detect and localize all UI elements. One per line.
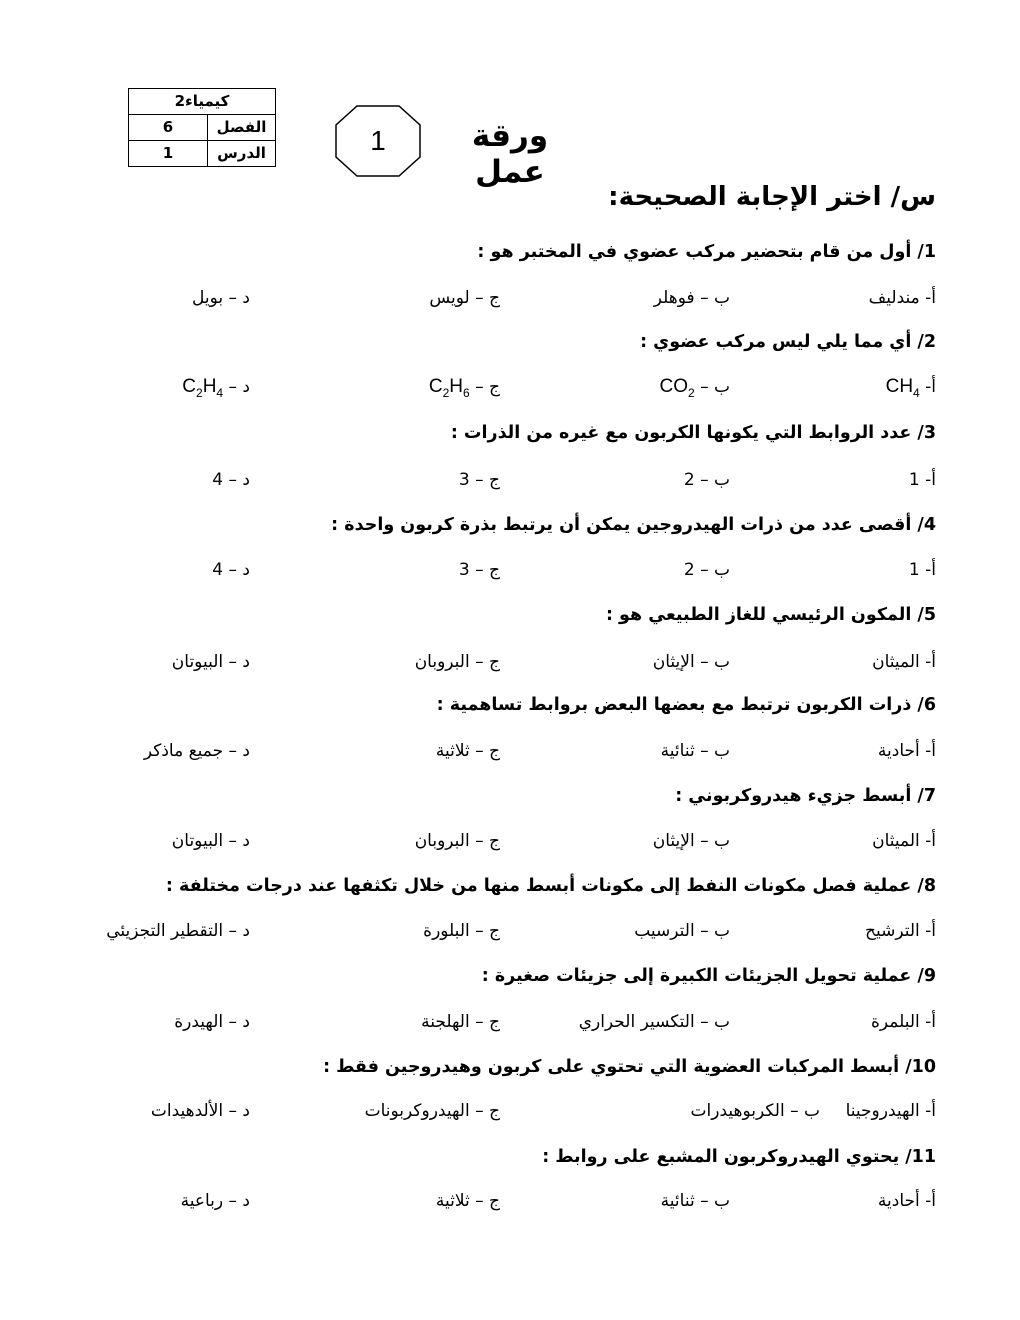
q8-option-a: أ‌- الترشيح	[864, 921, 936, 941]
q1-option-b: ب – فوهلر	[653, 288, 730, 308]
question-7: 7/ أبسط جزيء هيدروكربوني :	[675, 786, 936, 806]
chemical-formula: $CO_2$	[659, 376, 695, 400]
q1-option-d: د – بويل	[192, 288, 250, 308]
chapter-value: 6	[129, 115, 208, 141]
q7-option-b: ب – الإيثان	[652, 831, 730, 851]
q9-option-a: أ‌- البلمرة	[870, 1012, 936, 1032]
q3-option-a: أ‌- 1	[908, 470, 936, 490]
q4-option-a: أ‌- 1	[908, 560, 936, 580]
q4-option-c: ج – 3	[458, 560, 500, 580]
q4-option-b: ب – 2	[683, 560, 730, 580]
q11-option-a: أ‌- أحادية	[877, 1191, 936, 1211]
lesson-label: الدرس	[208, 141, 276, 167]
q6-option-a: أ‌- أحادية	[877, 741, 936, 761]
lesson-value: 1	[129, 141, 208, 167]
q6-option-b: ب – ثنائية	[660, 741, 730, 761]
worksheet-number-badge	[335, 105, 421, 177]
subject-cell: 2كيمياء	[129, 89, 276, 115]
q9-option-c: ج – الهلجنة	[421, 1012, 500, 1032]
q7-option-c: ج – البروبان	[414, 831, 500, 851]
question-9: 9/ عملية تحويل الجزيئات الكبيرة إلى جزيئات صغيرة :	[481, 966, 936, 986]
chemical-formula: $C_2H_6$	[428, 376, 470, 400]
q10-option-c: ج – الهيدروكربونات	[364, 1101, 500, 1121]
q10-option-b: ب – الكربوهيدرات	[690, 1101, 820, 1121]
question-4: 4/ أقصى عدد من ذرات الهيدروجين يمكن أن يرتبط بذرة كربون واحدة :	[331, 515, 936, 535]
chemical-formula: $C_2H_4$	[182, 376, 224, 400]
q5-option-d: د – البيوتان	[171, 652, 250, 672]
q5-option-c: ج – البروبان	[414, 652, 500, 672]
worksheet-number: 1	[370, 125, 386, 156]
q3-option-d: د – 4	[212, 470, 250, 490]
q5-option-a: أ‌- الميثان	[872, 652, 936, 672]
q5-option-b: ب – الإيثان	[652, 652, 730, 672]
chapter-label: الفصل	[208, 115, 276, 141]
q8-option-c: ج – البلورة	[423, 921, 500, 941]
q7-option-a: أ‌- الميثان	[872, 831, 936, 851]
q11-option-c: ج – ثلاثية	[435, 1191, 500, 1211]
question-8: 8/ عملية فصل مكونات النفط إلى مكونات أبسط منها من خلال تكثفها عند درجات مختلفة :	[165, 876, 936, 896]
chemical-formula: $CH_4$	[885, 376, 920, 400]
q2-option-d: د – $C_2H_4$	[182, 376, 250, 400]
q6-option-c: ج – ثلاثية	[435, 741, 500, 761]
q10-option-d: د – الألدهيدات	[150, 1101, 250, 1121]
q8-option-d: د – التقطير التجزيئي	[106, 921, 250, 941]
question-6: 6/ ذرات الكربون ترتبط مع بعضها البعض بروابط تساهمية :	[436, 695, 936, 715]
instruction-heading: س/ اختر الإجابة الصحيحة:	[608, 182, 936, 212]
q7-option-d: د – البيوتان	[171, 831, 250, 851]
question-2: 2/ أي مما يلي ليس مركب عضوي :	[640, 332, 936, 352]
question-10: 10/ أبسط المركبات العضوية التي تحتوي على كربون وهيدروجين فقط :	[323, 1057, 936, 1077]
q9-option-d: د – الهيدرة	[174, 1012, 250, 1032]
q6-option-d: د – جميع ماذكر	[143, 741, 250, 761]
q3-option-c: ج – 3	[458, 470, 500, 490]
q1-option-c: ج – لويس	[429, 288, 500, 308]
q4-option-d: د – 4	[212, 560, 250, 580]
q2-option-b: ب – $CO_2$	[659, 376, 730, 400]
q10-option-a: أ‌- الهيدروجينا	[845, 1101, 936, 1121]
q2-option-a: أ‌- $CH_4$	[885, 376, 936, 400]
worksheet-title: ورقة عمل	[471, 118, 549, 190]
q9-option-b: ب – التكسير الحراري	[578, 1012, 730, 1032]
q11-option-d: د – رباعية	[180, 1191, 250, 1211]
question-1: 1/ أول من قام بتحضير مركب عضوي في المختبر هو :	[477, 242, 936, 262]
question-3: 3/ عدد الروابط التي يكونها الكربون مع غيره من الذرات :	[450, 423, 936, 443]
q1-option-a: أ‌- مندليف	[868, 288, 936, 308]
q11-option-b: ب – ثنائية	[660, 1191, 730, 1211]
q3-option-b: ب – 2	[683, 470, 730, 490]
info-table	[128, 88, 276, 167]
q2-option-c: ج – $C_2H_6$	[428, 376, 500, 400]
question-11: 11/ يحتوي الهيدروكربون المشبع على روابط :	[542, 1147, 936, 1167]
question-5: 5/ المكون الرئيسي للغاز الطبيعي هو :	[605, 605, 936, 625]
q8-option-b: ب – الترسيب	[634, 921, 730, 941]
